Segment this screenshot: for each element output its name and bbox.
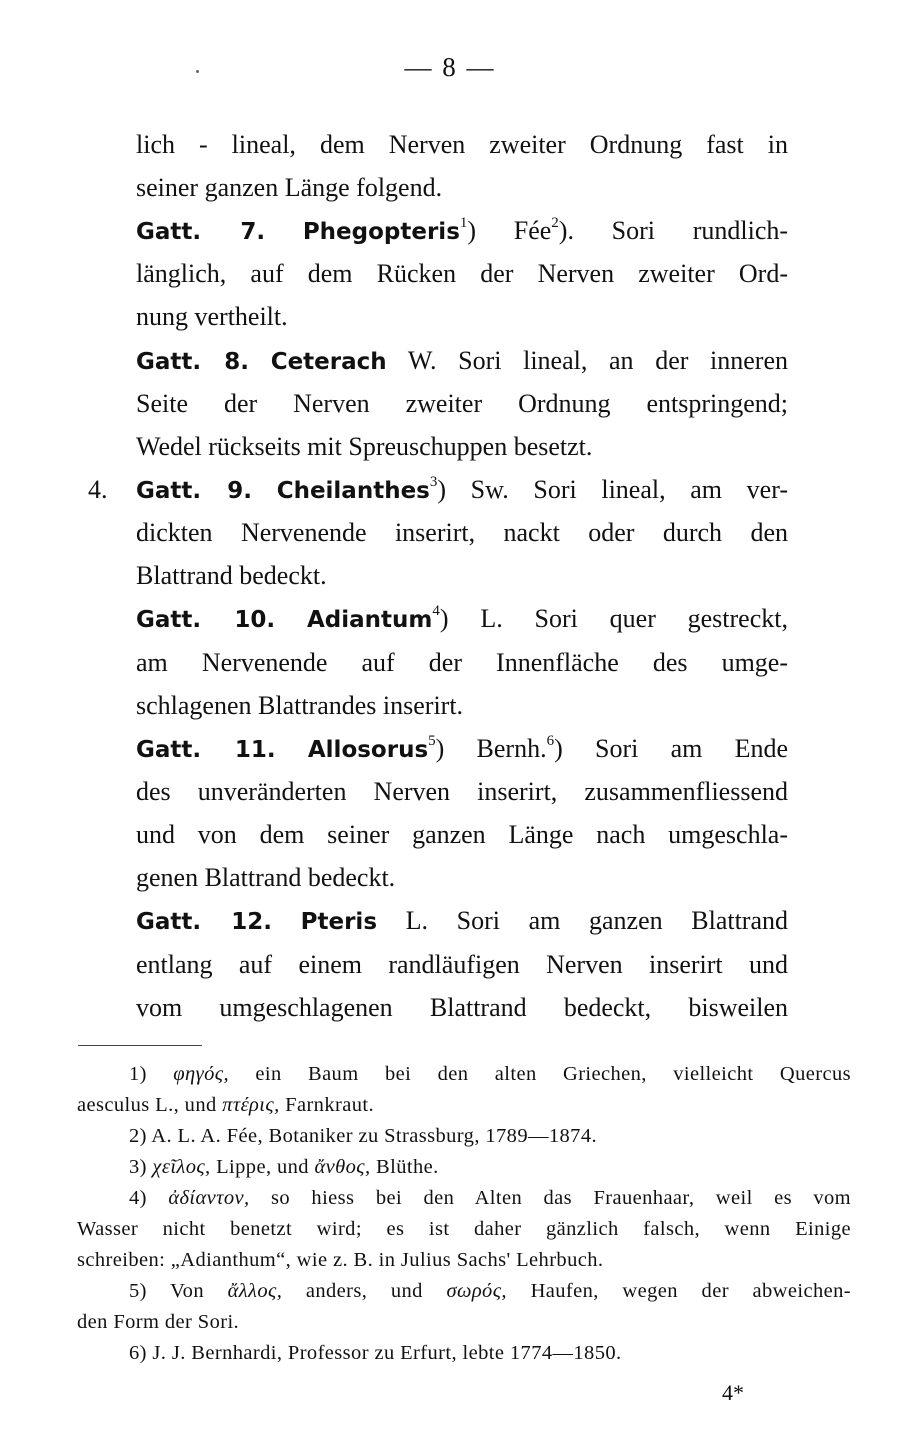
genus-entry-allosorus [136,728,788,770]
footnote-number: 2) [129,1125,147,1147]
footnote-number: 5) [129,1280,147,1302]
greek-word: ἄνθος, [314,1156,371,1178]
text-line: am Nervenende auf der Innenfläche des umge- [136,648,788,677]
genus-entry-ceterach [136,340,788,382]
text-line: genen Blattrand bedeckt. [136,863,396,892]
footnote-5 [129,1276,851,1307]
text-line: Wedel rückseits mit Spreuschuppen besetzt. [136,432,593,461]
text-line: dickten Nervenende inserirt, nackt oder durch den [136,518,788,547]
print-speck [196,70,199,73]
greek-word: πτέρις, [222,1094,280,1116]
footnote-divider [78,1045,202,1046]
genus-name: Phegopteris [302,219,460,245]
greek-word: ἄλλος, [227,1280,283,1302]
text-line: Blattrand bedeckt. [136,561,327,590]
page-number: — 8 — [404,52,496,82]
footnote-2 [129,1121,597,1152]
footnote-ref: 6 [546,733,555,750]
genus-name: Adiantum [306,607,433,633]
text-line: vom umgeschlagenen Blattrand bedeckt, bisweilen [136,993,788,1022]
genus-name: Pteris [300,909,378,935]
genus-description: ). Sori rundlich- [558,216,789,245]
footnote-ref: 2 [551,215,559,232]
footnote-text: Lippe, und [216,1156,309,1178]
footnote-number: 3) [129,1156,147,1178]
section-number: 4. [88,475,108,504]
footnote-text: anders, und [305,1280,423,1302]
genus-number: Gatt. 9. [136,478,253,504]
footnote-number: 4) [129,1187,147,1209]
footnote-4-cont: schreiben: „Adianthum“, wie z. B. in Julius Sachs' Lehrbuch. [77,1249,604,1271]
text-line: länglich, auf dem Rücken der Nerven zweiter Ord- [136,259,788,288]
footnote-text: J. J. Bernhardi, Professor zu Erfurt, lebte 1774—1850. [152,1342,622,1364]
greek-word: φηγός, [173,1063,229,1085]
footnote-text: Von [170,1280,204,1302]
greek-word: σωρός, [446,1280,507,1302]
footnote-ref: 5 [428,733,436,750]
text-line: Seite der Nerven zweiter Ordnung entspringend; [136,389,788,418]
footnote-text: so hiess bei den Alten das Frauenhaar, weil es vom [271,1187,852,1209]
genus-author: ) Fée [467,216,552,245]
genus-name: Ceterach [270,349,387,375]
genus-number: Gatt. 8. [136,349,250,375]
signature-mark: 4* [722,1380,744,1405]
footnote-ref: 4 [432,603,440,620]
text-line: und von dem seiner ganzen Länge nach umgeschla- [136,820,788,849]
genus-entry-pteris [136,900,788,942]
footnote-3 [129,1152,439,1183]
footnote-number: 1) [129,1063,147,1085]
footnote-ref: 1 [459,215,468,232]
genus-number: Gatt. 7. [136,219,266,245]
footnote-number: 6) [129,1342,147,1364]
footnote-ref: 3 [429,474,438,491]
genus-description: L. Sori am ganzen Blattrand [377,906,788,935]
genus-number: Gatt. 10. [136,607,276,633]
footnote-text: Haufen, wegen der abweichen- [530,1280,851,1302]
genus-entry-phegopteris [136,210,788,252]
greek-word: ἀδίαντον, [168,1187,250,1209]
text-line: seiner ganzen Länge folgend. [136,173,443,202]
footnote-text: aesculus L., und [77,1094,217,1116]
footnote-text: A. L. A. Fée, Botaniker zu Strassburg, 1789—1874. [151,1125,597,1147]
genus-author: ) Bernh. [435,734,547,763]
text-line: schlagenen Blattrandes inserirt. [136,691,464,720]
genus-description: ) Sw. Sori lineal, am ver- [437,475,789,504]
footnote-4-cont: Wasser nicht benetzt wird; es ist daher gänzlich falsch, wenn Einige [77,1218,851,1240]
text-line: nung vertheilt. [136,302,288,331]
genus-entry-cheilanthes [136,469,788,511]
genus-name: Cheilanthes [276,478,430,504]
footnote-text: Blüthe. [376,1156,439,1178]
genus-number: Gatt. 11. [136,737,276,763]
genus-description: ) Sori am Ende [554,734,789,763]
footnote-text: Farnkraut. [285,1094,374,1116]
footnote-text: ein Baum bei den alten Griechen, vielleicht Quercus [255,1063,851,1085]
footnote-5-cont: den Form der Sori. [77,1311,240,1333]
greek-word: χεῖλος, [152,1156,211,1178]
genus-description: W. Sori lineal, an der inneren [386,346,789,375]
text-line: entlang auf einem randläufigen Nerven inserirt und [136,950,788,979]
footnote-6 [129,1338,622,1369]
genus-name: Allosorus [307,737,429,763]
genus-entry-adiantum [136,598,788,640]
text-line: lich - lineal, dem Nerven zweiter Ordnung fast in [136,130,788,159]
footnote-4 [129,1183,851,1214]
genus-number: Gatt. 12. [136,909,273,935]
footnote-1 [129,1059,851,1090]
genus-description: ) L. Sori quer gestreckt, [439,604,788,633]
text-line: des unveränderten Nerven inserirt, zusammenfliessend [136,777,788,806]
footnote-1-cont [77,1090,374,1121]
